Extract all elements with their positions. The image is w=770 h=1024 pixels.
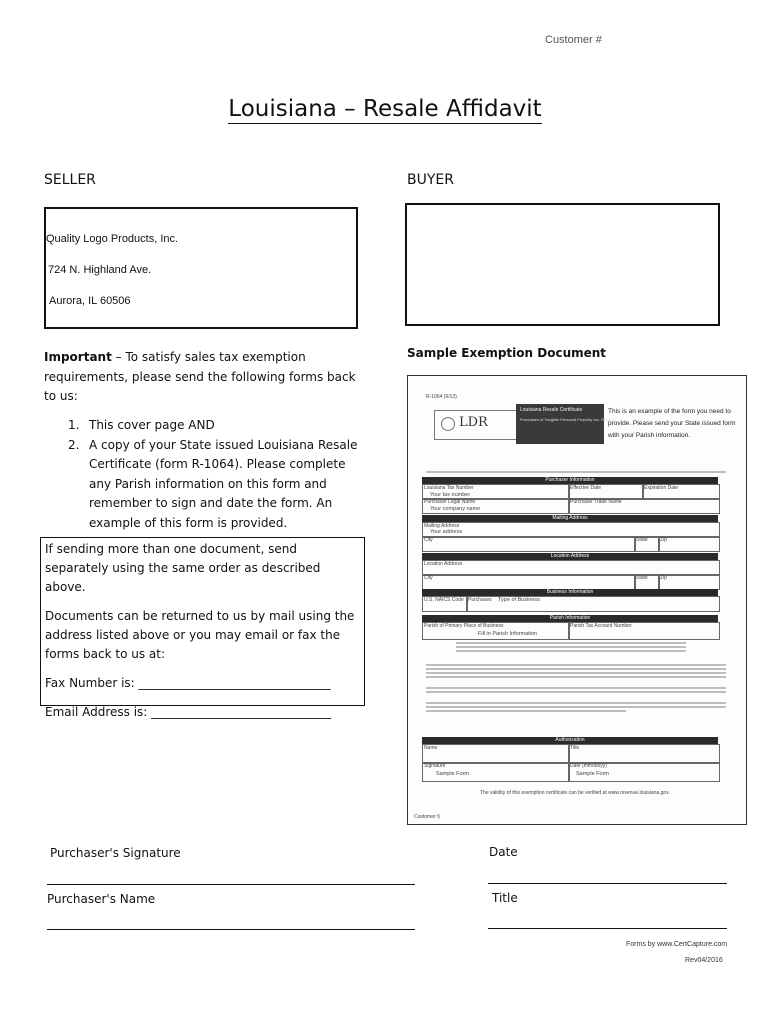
section-purchaser: Purchaser Information [422,477,718,484]
important-note: Important – To satisfy sales tax exemption requirements, please send the following forms back to us: [44,350,356,403]
certificate-title-block: Louisiana Resale Certificate Purchases of Tangible Personal Property Inc. Resale [516,404,604,444]
date-label: Date [489,845,518,859]
seller-address-box [44,207,358,329]
return-instructions: Documents can be returned to us by mail using the address listed above or you may email or fax the forms back to us at: [45,609,355,661]
fax-number-field[interactable]: Fax Number is: ________________________________ [45,676,331,690]
footer-revision: Rev04/2016 [685,957,723,964]
sample-customer-label: Customer § [414,814,440,820]
sample-exemption-document: R-1064 (6/13) LDR Louisiana Resale Certificate Purchases of Tangible Personal Property Inc. Resale This is an example of the form you need to provide. Please send your State issued form with your Parish information. Purchaser Information Louisiana Tax Number Your tax number Effective Date Expiration Date Purchaser Legal Name Your company name Purchaser Trade Name Mailing Address Mailing Address Your address City State Zip Location Address Location Address City State Zip Business Information U.S. NAICS Code Purchases Type of Business Parish Information Parish of Primary Place of Business Fill in Parish Information Parish Tax Account Number Authorization Name Title Signature Sample Form Date (mm/dd/yy) Sample Form The validity of this exemption certificate can be verified at www.revenue.louisiana.gov. Customer § [407,375,747,825]
purchaser-signature-label: Purchaser's Signature [50,846,181,860]
footer-credit: Forms by www.CertCapture.com [626,941,728,948]
page-title: Louisiana – Resale Affidavit [228,96,542,122]
seller-company: Quality Logo Products, Inc. [46,233,179,245]
purchaser-name-label: Purchaser's Name [47,892,156,906]
seller-heading: SELLER [44,172,96,188]
title-line[interactable] [488,928,727,929]
email-address-field[interactable]: Email Address is: ______________________________ [45,705,332,719]
section-location: Location Address [422,553,718,560]
multiple-documents-note: If sending more than one document, send separately using the same order as described above. [45,542,321,594]
purchaser-signature-line[interactable] [47,884,415,885]
sample-document-title: Sample Exemption Document [407,346,607,360]
customer-number-label: Customer # [545,34,602,46]
section-mailing: Mailing Address [422,515,718,522]
section-parish: Parish Information [422,615,718,622]
seller-street: 724 N. Highland Ave. [48,264,152,276]
list-item: 1. This cover page AND [68,418,215,432]
buyer-heading: BUYER [407,172,454,188]
list-item: 2. A copy of your State issued Louisiana Resale Certificate (form R-1064). Please complete any Parish information on this form and remember to sign and date the form. An example of this form is provided. [68,437,358,530]
seller-city: Aurora, IL 60506 [49,295,131,307]
return-info-box [40,537,365,719]
section-business: Business Information [422,589,718,596]
section-authorization: Authorization [422,737,718,744]
required-forms-list [68,416,368,533]
buyer-address-box[interactable] [405,203,720,326]
title-label: Title [492,891,518,905]
purchaser-name-line[interactable] [47,929,415,930]
form-code: R-1064 (6/13) [426,394,457,400]
ldr-logo: LDR [434,410,518,440]
validity-note: The validity of this exemption certificate can be verified at www.revenue.louisiana.gov. [480,790,670,796]
sample-note: This is an example of the form you need to provide. Please send your State issued form with your Parish information. [608,408,736,439]
date-line[interactable] [488,883,727,884]
